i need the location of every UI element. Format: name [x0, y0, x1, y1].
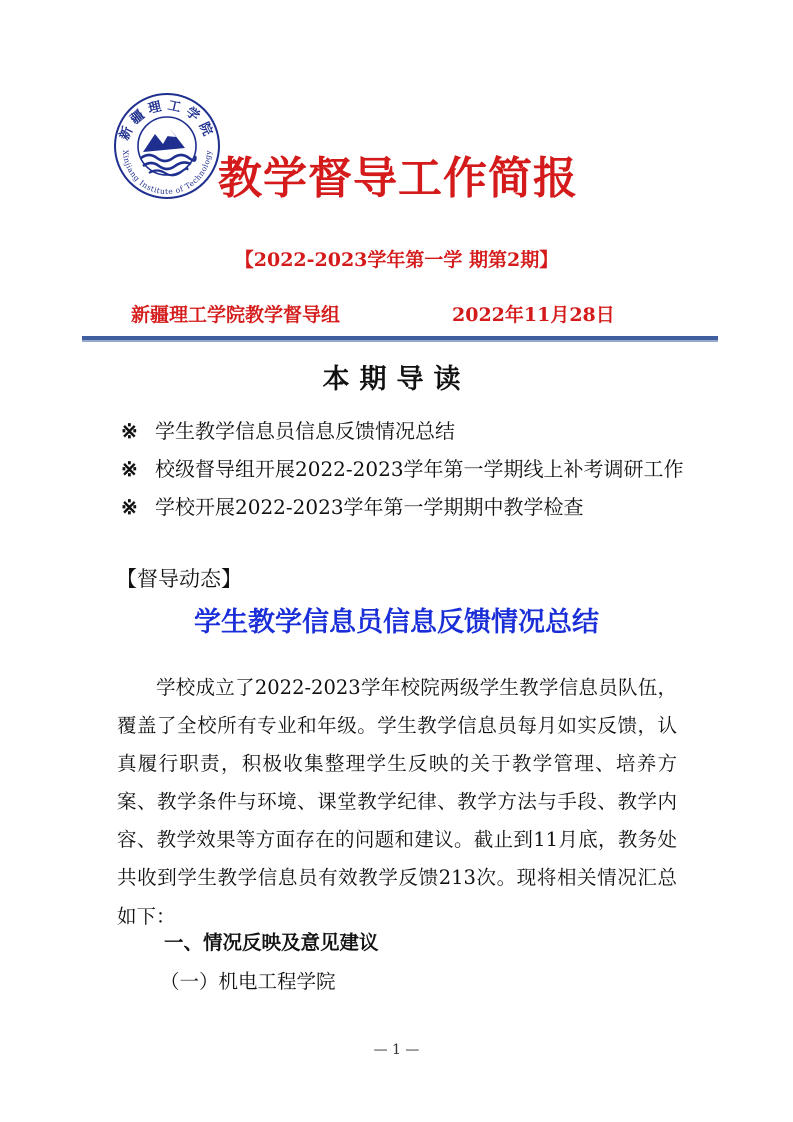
- article-body: [117, 669, 677, 936]
- toc-item: [121, 416, 455, 446]
- toc-item: [121, 492, 584, 522]
- toc-item: [121, 454, 684, 484]
- organization-name: 新疆理工学院教学督导组: [131, 304, 341, 326]
- bulletin-title: 教学督导工作简报: [218, 153, 578, 204]
- body-paragraph: 学校成立了2022-2023学年校院两级学生教学信息员队伍，覆盖了全校所有专业和年级。学生教学信息员每月如实反馈，认真履行职责，积极收集整理学生反映的关于教学管理、培养方案、教学条件与环境、课堂教学纪律、教学方法与手段、教学内容、教学效果等方面存在的问题和建议。截止到11月底，教务处共收到学生教学信息员有效教学反馈213次。现将相关情况汇总如下：: [117, 676, 677, 928]
- university-seal-logo: [113, 92, 221, 200]
- toc-heading: 本期导读: [322, 364, 471, 395]
- toc-item-text: 学校开展2022-2023学年第一学期期中教学检查: [155, 495, 584, 519]
- article-title: 学生教学信息员信息反馈情况总结: [194, 607, 599, 638]
- issue-number: 【2022-2023学年第一学 期第2期】: [234, 249, 559, 271]
- issue-date: 2022年11月28日: [452, 304, 615, 326]
- reference-mark-icon: ※: [121, 457, 138, 481]
- page-number: — 1 —: [373, 1042, 420, 1058]
- subsection-heading: （一）机电工程学院: [160, 970, 336, 993]
- seal-text-top: 新疆理工学院: [117, 98, 217, 143]
- toc-item-text: 学生教学信息员信息反馈情况总结: [155, 419, 455, 443]
- toc-item-text: 校级督导组开展2022-2023学年第一学期线上补考调研工作: [155, 457, 684, 481]
- section-tag: 【督导动态】: [116, 567, 242, 591]
- section-heading: 一、情况反映及意见建议: [164, 931, 379, 954]
- svg-text:Xinjiang Institute of Technolo: [121, 149, 213, 196]
- header-divider-shadow: [82, 340, 718, 342]
- reference-mark-icon: ※: [121, 419, 138, 443]
- reference-mark-icon: ※: [121, 495, 138, 519]
- seal-text-bottom: Xinjiang Institute of Technology: [120, 149, 214, 197]
